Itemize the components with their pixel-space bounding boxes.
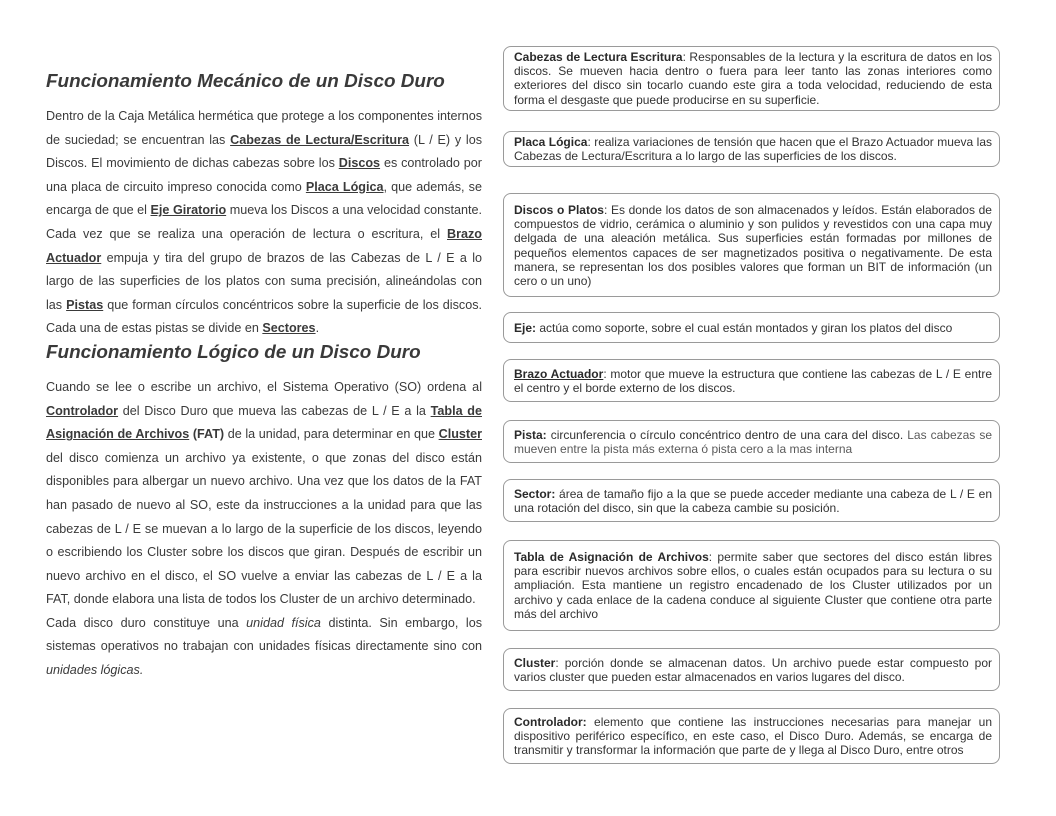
card-eje xyxy=(503,312,1000,343)
body-text: : motor que mueve la estructura que contiene las cabezas de L / E entre el centro y el borde externo de los discos. xyxy=(514,367,993,396)
units-paragraph xyxy=(46,612,482,683)
emphasis-text: unidad física xyxy=(246,615,321,630)
body-text: que forman círculos concéntricos sobre la superficie de los discos. Cada una de estas pistas se divide en xyxy=(46,297,482,336)
term-label: Discos o Platos xyxy=(514,203,604,217)
term-label: Sector: xyxy=(514,487,556,501)
body-text: circunferencia o círculo concéntrico dentro de una cara del disco. xyxy=(546,428,908,442)
term-label: Brazo Actuador xyxy=(514,367,604,381)
term-label: Cluster xyxy=(514,656,556,670)
keyword-term: Eje Giratorio xyxy=(150,203,227,218)
mechanical-section-title: Funcionamiento Mecánico de un Disco Duro xyxy=(46,71,445,92)
keyword-term: Pistas xyxy=(66,297,104,312)
term-label: Cabezas de Lectura Escritura xyxy=(514,50,683,64)
body-text: : realiza variaciones de tensión que hacen que el Brazo Actuador mueva las Cabezas de Lectura/Escritura a lo largo de las superficies de los discos. xyxy=(514,135,992,164)
body-text: es controlado por una placa de circuito impreso conocida como xyxy=(46,156,483,194)
body-text: distinta. Sin embargo, los sistemas operativos no trabajan con unidades físicas directamente sino con xyxy=(46,615,482,654)
body-text: actúa como soporte, sobre el cual están montados y giran los platos del disco xyxy=(536,321,953,335)
keyword-term: Cabezas de Lectura/Escritura xyxy=(230,132,410,147)
card-pista xyxy=(503,420,1000,463)
term-label: Tabla de Asignación de Archivos xyxy=(514,550,709,564)
body-text: : Responsables de la lectura y la escritura de datos en los discos. Se mueven hacia dentro o fuera para leer tanto las zonas interiores como exteriores del disco sin tocarlo cuando este gira a toda velocidad, reduciendo de esta forma el desgaste que puede producirse en su superficie. xyxy=(514,50,992,107)
term-label: Pista: xyxy=(514,428,547,442)
body-text: del disco comienza un archivo ya existente, o que zonas del disco están disponibles para albergar un nuevo archivo. Una vez que los datos de la FAT han pasado de nuevo al SO, este da instrucciones a la unidad para que las cabezas de L / E se muevan a lo largo de la superficie de los discos, leyendo o escribiendo los Cluster sobre los discos que giran. Después de escribir un nuevo archivo en el disco, el SO vuelve a enviar las cabezas de L / E a la FAT, donde elabora una lista de todos los Cluster de un archivo determinado. xyxy=(46,450,482,607)
card-sector xyxy=(503,479,1000,522)
card-controlador xyxy=(503,708,1000,764)
keyword-term: Brazo Actuador xyxy=(46,226,482,265)
keyword-term: Placa Lógica xyxy=(305,179,384,194)
left-column xyxy=(46,70,482,683)
keyword-term: Discos xyxy=(338,156,381,171)
mechanical-paragraph xyxy=(46,105,482,341)
logical-section-title: Funcionamiento Lógico de un Disco Duro xyxy=(46,341,421,363)
definition-text: Las cabezas se mueven entre la pista más externa ó pista cero a la mas interna xyxy=(514,428,992,457)
term-label: Eje: xyxy=(514,321,537,335)
keyword-term: Cluster xyxy=(438,427,482,442)
body-text: : Es donde los datos de son almacenados y leídos. Están elaborados de compuestos de vidrio, cerámica o aluminio y son pulidos y revestidos con una capa muy delgada de una aleación metálica. Sus superficies están formadas por millones de pequeños elementos capaces de ser magnetizados positiva o negativamente. De esta manera, se representan los dos posibles valores que forman un BIT de información (un cero o un uno) xyxy=(514,203,992,289)
card-cluster xyxy=(503,648,1000,691)
card-brazo xyxy=(503,359,1000,402)
term-label: Controlador: xyxy=(514,715,587,729)
body-text: Dentro de la Caja Metálica hermética que protege a los componentes internos de suciedad; se encuentran las xyxy=(46,109,482,147)
body-text: elemento que contiene las instrucciones necesarias para manejar un dispositivo periférico específico, en este caso, el Disco Duro. Además, se encarga de transmitir y transformar la información que parte de y llega al Disco Duro, entre otros xyxy=(514,715,992,758)
body-text: de la unidad, para determinar en que xyxy=(224,427,439,442)
body-text: : porción donde se almacenan datos. Un archivo puede estar compuesto por varios cluster que pueden estar almacenados en varios lugares del disco. xyxy=(514,656,992,685)
term-label: Placa Lógica xyxy=(514,135,588,149)
card-discos xyxy=(503,193,1000,297)
body-text: Cada disco duro constituye una xyxy=(46,615,247,630)
keyword-term: Tabla de Asignación de Archivos xyxy=(46,403,482,442)
card-cabezas xyxy=(503,46,1000,111)
body-text: empuja y tira del grupo de brazos de las Cabezas de L / E a lo largo de las superficies de los platos con suma precisión, alineándolas con las xyxy=(46,250,482,312)
body-text: mueva los Discos a una velocidad constante. Cada vez que se realiza una operación de lectura o escritura, el xyxy=(46,203,482,241)
body-text: área de tamaño fijo a la que se puede acceder mediante una cabeza de L / E en una rotación del disco, sin que la cabeza cambie su posición. xyxy=(514,487,992,516)
body-text: : permite saber que sectores del disco están libres para escribir nuevos archivos sobre ellos, o cuales están ocupados para su lectura o su ampliación. Esta mantiene un registro encadenado de los Cluster utilizados por un archivo y cada enlace de la cadena conduce al siguiente Cluster que contiene otra parte más del archivo xyxy=(514,550,992,621)
card-placa-logica xyxy=(503,131,1000,167)
card-tabla xyxy=(503,540,1000,631)
term-label: (FAT) xyxy=(192,427,225,442)
body-text: . xyxy=(315,321,320,336)
keyword-term: Controlador xyxy=(46,403,119,418)
logical-paragraph xyxy=(46,376,482,612)
body-text: Cuando se lee o escribe un archivo, el Sistema Operativo (SO) ordena al xyxy=(46,379,482,394)
body-text: del Disco Duro que mueva las cabezas de L / E a la xyxy=(118,403,431,418)
keyword-term: Sectores xyxy=(262,321,316,336)
emphasis-text: unidades lógicas. xyxy=(46,663,144,678)
body-text: (L / E) y los Discos. El movimiento de dichas cabezas sobre los xyxy=(46,132,482,171)
body-text: , que además, se encarga de que el xyxy=(46,179,482,218)
